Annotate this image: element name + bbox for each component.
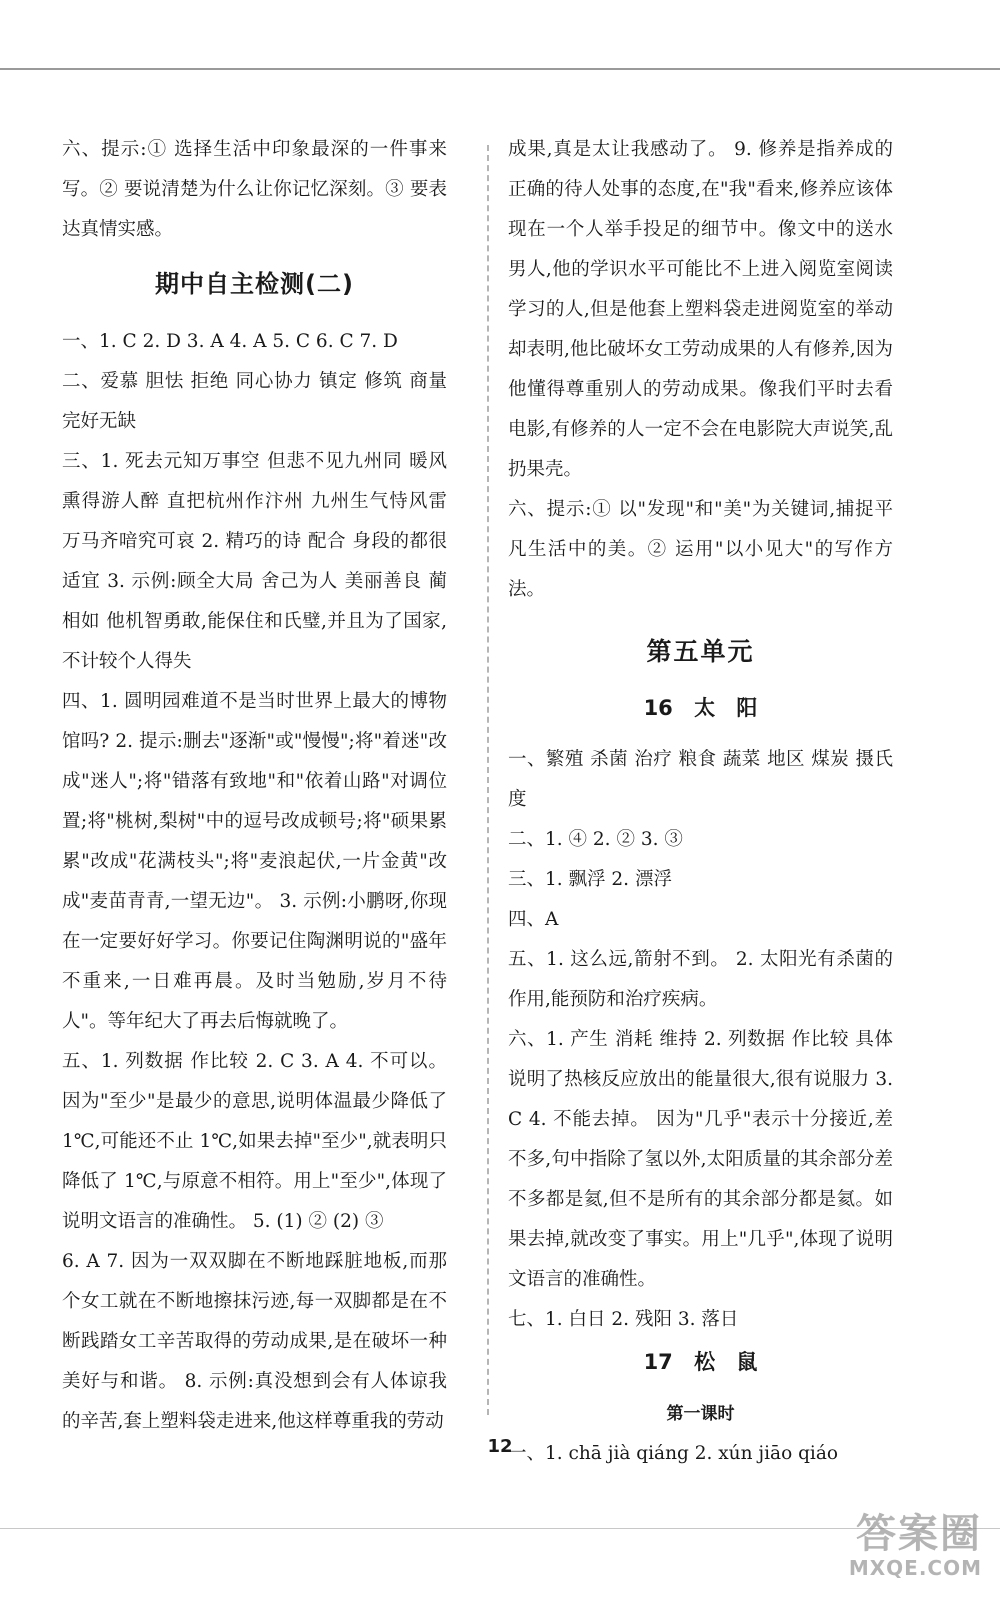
answer-part-4: 四、1. 圆明园难道不是当时世界上最大的博物馆吗? 2. 提示:删去"逐渐"或"慢慢";将"着迷"改成"迷人";将"错落有致地"和"依着山路"对调位置;将"桃树,梨树"中的逗号改成顿号;将"硕果累累"改成"花满枝头";将"麦浪起伏,一片金黄"改成"麦苗青青,一望无边"。 3. 示例:小鹏呀,你现在一定要好好学习。你要记住陶渊明说的"盛年不重来,一日难再晨。及时当勉励,岁月不待人"。等年纪大了再去后悔就晚了。: [62, 691, 447, 1032]
lesson16-answer-2: 二、1. ④ 2. ② 3. ③: [508, 829, 683, 850]
watermark-url: MXQE.COM: [848, 1556, 982, 1580]
column-divider: [487, 145, 489, 1415]
lesson16-answer-7: 七、1. 白日 2. 残阳 3. 落日: [508, 1309, 739, 1330]
answer-part-3: 三、1. 死去元知万事空 但悲不见九州同 暖风熏得游人醉 直把杭州作汴州 九州生气恃风雷 万马齐喑究可哀 2. 精巧的诗 配合 身段的都很适宜 3. 示例:顾全大局 舍己为人 美丽善良 蔺相如 他机智勇敢,能保住和氏璧,并且为了国家,不计较个人得失: [62, 451, 447, 672]
section-heading-midterm: 期中自主检测(二): [155, 270, 354, 298]
lesson-17-subheading: 第一课时: [666, 1404, 735, 1424]
answer-part-2: 二、爱慕 胆怯 拒绝 同心协力 镇定 修筑 商量 完好无缺: [62, 371, 447, 432]
right-paragraph-tips: 六、提示:① 以"发现"和"美"为关键词,捕捉平凡生活中的美。② 运用"以小见大"的写作方法。: [508, 499, 893, 600]
answer-part-5: 五、1. 列数据 作比较 2. C 3. A 4. 不可以。因为"至少"是最少的意思,说明体温最少降低了 1℃,可能还不止 1℃,如果去掉"至少",就表明只降低了 1℃,与原意不相符。用上"至少",体现了说明文语言的准确性。 5. (1) ② (2) ③: [62, 1051, 447, 1232]
right-column: [508, 130, 893, 1474]
answer-part-6: 6. A 7. 因为一双双脚在不断地踩脏地板,而那个女工就在不断地擦抹污迹,每一双脚都是在不断践踏女工辛苦取得的劳动成果,是在破坏一种美好与和谐。 8. 示例:真没想到会有人体谅我的辛苦,套上塑料袋走进来,他这样尊重我的劳动: [62, 1251, 447, 1432]
lesson-16-heading: 16 太 阳: [643, 696, 758, 720]
page-number: 12: [487, 1436, 513, 1457]
lesson16-answer-3: 三、1. 飘浮 2. 漂浮: [508, 869, 672, 890]
lesson16-answer-1: 一、繁殖 杀菌 治疗 粮食 蔬菜 地区 煤炭 摄氏度: [508, 749, 893, 810]
right-paragraph-continued: 成果,真是太让我感动了。 9. 修养是指养成的正确的待人处事的态度,在"我"看来,修养应该体现在一个人举手投足的细节中。像文中的送水男人,他的学识水平可能比不上进入阅览室阅读学习的人,但是他套上塑料袋走进阅览室的举动却表明,他比破坏女工劳动成果的人有修养,因为他懂得尊重别人的劳动成果。像我们平时去看电影,有修养的人一定不会在电影院大声说笑,乱扔果壳。: [508, 139, 893, 480]
top-rule: [0, 68, 1000, 70]
answer-part-1: 一、1. C 2. D 3. A 4. A 5. C 6. C 7. D: [62, 331, 398, 352]
unit-heading: 第五单元: [646, 637, 755, 666]
lesson17-answer-1: 一、1. chā jià qiáng 2. xún jiāo qiáo: [508, 1443, 839, 1464]
lesson16-answer-6: 六、1. 产生 消耗 维持 2. 列数据 作比较 具体说明了热核反应放出的能量很大,很有说服力 3. C 4. 不能去掉。 因为"几乎"表示十分接近,差不多,句中指除了氢以外,太阳质量的其余部分差不多都是氦,但不是所有的其余部分都是氦。如果去掉,就改变了事实。用上"几乎",体现了说明文语言的准确性。: [508, 1029, 893, 1290]
left-paragraph-tips: 六、提示:① 选择生活中印象最深的一件事来写。② 要说清楚为什么让你记忆深刻。③ 要表达真情实感。: [62, 139, 447, 240]
left-column: [62, 130, 447, 1442]
lesson16-answer-5: 五、1. 这么远,箭射不到。 2. 太阳光有杀菌的作用,能预防和治疗疾病。: [508, 949, 893, 1010]
lesson16-answer-4: 四、A: [508, 909, 559, 930]
watermark-logo-text: 答案圈: [856, 1511, 982, 1557]
lesson-17-heading: 17 松 鼠: [643, 1350, 758, 1374]
watermark-logo: [849, 1512, 982, 1580]
